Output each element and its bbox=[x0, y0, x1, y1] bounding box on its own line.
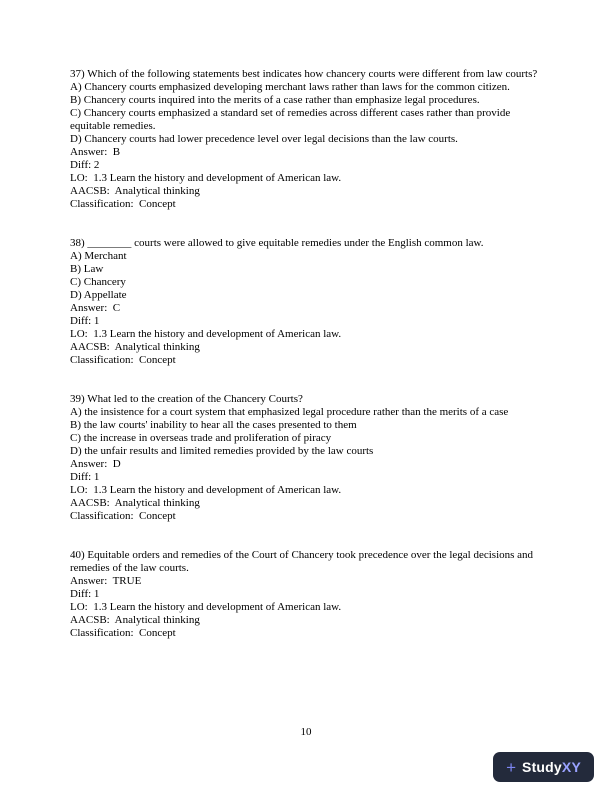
question-line: AACSB: Analytical thinking bbox=[70, 185, 200, 197]
brand-text-secondary: XY bbox=[561, 759, 581, 775]
question-line: D) Appellate bbox=[70, 289, 127, 301]
question-line: B) Law bbox=[70, 263, 104, 275]
question-line: B) Chancery courts inquired into the merits of a case rather than emphasize legal procedures. bbox=[70, 94, 480, 106]
question-line: Answer: C bbox=[70, 302, 121, 314]
question-line: LO: 1.3 Learn the history and development of American law. bbox=[70, 484, 342, 496]
question-line: AACSB: Analytical thinking bbox=[70, 341, 200, 353]
question-line: C) Chancery bbox=[70, 276, 126, 288]
question-line: LO: 1.3 Learn the history and development of American law. bbox=[70, 172, 342, 184]
question-line: Diff: 1 bbox=[70, 471, 100, 483]
question-line: 37) Which of the following statements best indicates how chancery courts were different from law courts? bbox=[70, 68, 538, 80]
question-line: Answer: B bbox=[70, 146, 121, 158]
question-line: Diff: 1 bbox=[70, 588, 100, 600]
question-line: Classification: Concept bbox=[70, 198, 176, 210]
question-line: Classification: Concept bbox=[70, 510, 176, 522]
question-line: 40) Equitable orders and remedies of the Court of Chancery took precedence over the legal decisions and remedies of the law courts. bbox=[70, 549, 536, 574]
question-line: D) the unfair results and limited remedies provided by the law courts bbox=[70, 445, 374, 457]
question-line: C) Chancery courts emphasized a standard set of remedies across different cases rather than provide equitable remedies. bbox=[70, 107, 513, 132]
question-line: 39) What led to the creation of the Chancery Courts? bbox=[70, 393, 303, 405]
question-line: Diff: 1 bbox=[70, 315, 100, 327]
question-block bbox=[70, 393, 540, 523]
plus-icon: + bbox=[506, 757, 517, 777]
question-line: LO: 1.3 Learn the history and development of American law. bbox=[70, 328, 342, 340]
question-line: LO: 1.3 Learn the history and development of American law. bbox=[70, 601, 342, 613]
question-line: A) Chancery courts emphasized developing merchant laws rather than laws for the common citizen. bbox=[70, 81, 510, 93]
question-line: D) Chancery courts had lower precedence level over legal decisions than the law courts. bbox=[70, 133, 458, 145]
question-block bbox=[70, 237, 540, 367]
question-block bbox=[70, 68, 540, 211]
brand-logo-text bbox=[522, 759, 581, 775]
questions-container bbox=[70, 68, 540, 666]
question-line: B) the law courts' inability to hear all the cases presented to them bbox=[70, 419, 357, 431]
brand-text-primary: Study bbox=[522, 759, 562, 775]
question-line: Diff: 2 bbox=[70, 159, 100, 171]
question-line: Answer: TRUE bbox=[70, 575, 142, 587]
question-line: A) the insistence for a court system that emphasized legal procedure rather than the merits of a case bbox=[70, 406, 509, 418]
question-line: Classification: Concept bbox=[70, 627, 176, 639]
page-number: 10 bbox=[300, 726, 312, 738]
question-block bbox=[70, 549, 540, 640]
question-line: Classification: Concept bbox=[70, 354, 176, 366]
question-line: AACSB: Analytical thinking bbox=[70, 614, 200, 626]
question-line: 38) ________ courts were allowed to give equitable remedies under the English common law. bbox=[70, 237, 484, 249]
studyxy-watermark[interactable] bbox=[493, 752, 594, 782]
question-line: AACSB: Analytical thinking bbox=[70, 497, 200, 509]
question-line: A) Merchant bbox=[70, 250, 127, 262]
question-line: Answer: D bbox=[70, 458, 121, 470]
question-line: C) the increase in overseas trade and proliferation of piracy bbox=[70, 432, 332, 444]
